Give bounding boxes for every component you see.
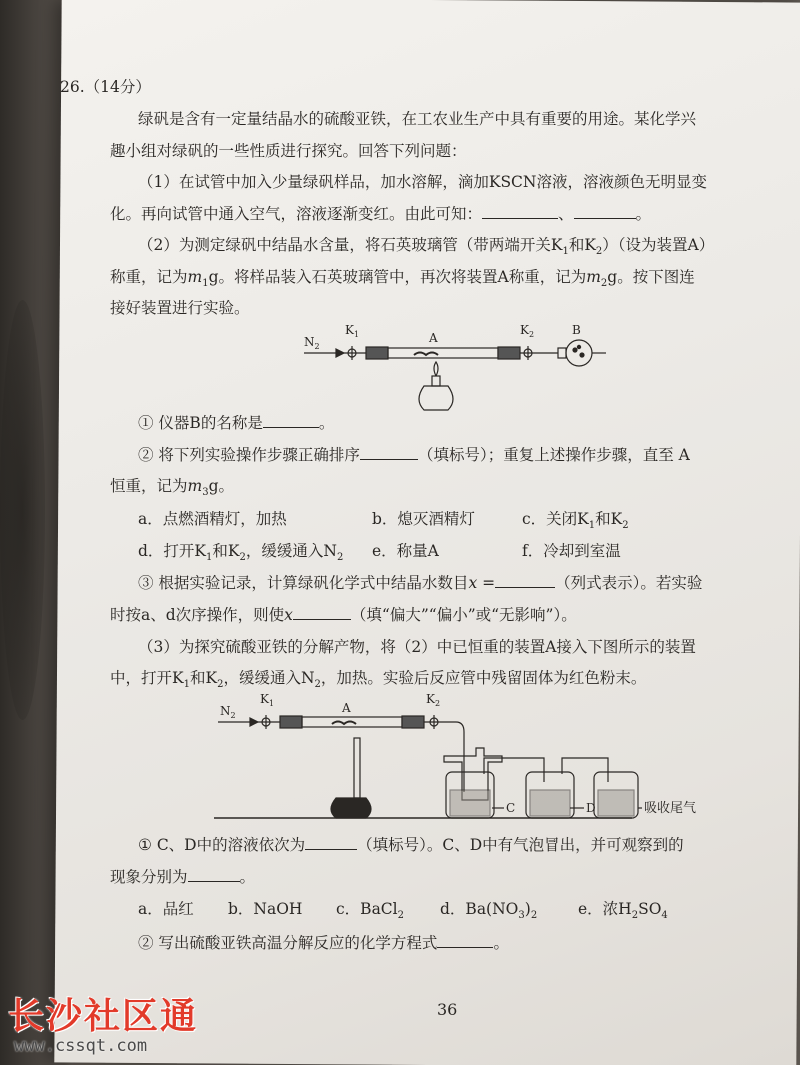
answer-blank[interactable] — [437, 932, 493, 948]
reagent-option-e: e．浓$H_2SO_4$ — [578, 900, 668, 922]
answer-blank[interactable] — [360, 444, 418, 460]
reagent-option-c: c．BaCl$_2$ — [336, 900, 405, 922]
option-e: e．称量A — [372, 542, 439, 560]
reagent-option-b: b．NaOH — [228, 900, 303, 918]
drying-tube-neck — [558, 348, 566, 358]
part3-item1-line-2: 现象分别为 。 — [110, 868, 256, 886]
burner — [331, 798, 371, 818]
n2-label: $N_2$ — [220, 704, 236, 720]
flame — [434, 362, 438, 376]
watermark-url: www.cssqt.com — [14, 1036, 148, 1056]
option-f: f．冷却到室温 — [522, 542, 621, 560]
part1-line-1: （1）在试管中加入少量绿矾样品，加水溶解，滴加KSCN溶液，溶液颜色无明显变 — [138, 173, 707, 191]
part2-line-3: 接好装置进行实验。 — [110, 299, 250, 317]
option-b: b．熄灭酒精灯 — [372, 510, 475, 528]
part2-line-2: 称重，记为$m_1g$。将样品装入石英玻璃管中，再次将装置A称重，记为$m_2g$。按下图连 — [110, 268, 695, 290]
part3-line-1: （3）为探究硫酸亚铁的分解产物，将（2）中已恒重的装置A接入下图所示的装置 — [138, 638, 696, 656]
apparatus-figure-2 — [214, 690, 714, 832]
reagent-option-a: a．品红 — [138, 900, 194, 918]
surface-stain — [0, 300, 45, 720]
solution-e — [598, 790, 634, 816]
reagent-option-d: d．$Ba(NO_3)_2$ — [440, 900, 538, 922]
answer-blank[interactable] — [482, 203, 558, 219]
question-number: 26.（14分） — [60, 78, 151, 96]
left-stopper — [366, 347, 388, 359]
option-c: c．关闭$K_1$和$K_2$ — [522, 510, 629, 532]
connecting-tube — [456, 722, 464, 792]
intro-line-2: 趣小组对绿矾的一些性质进行探究。回答下列问题： — [110, 142, 467, 160]
k2-label: $K_2$ — [520, 323, 535, 339]
k2-label: $K_2$ — [426, 692, 441, 708]
a-label: A — [429, 331, 438, 345]
solution-d — [530, 790, 570, 816]
answer-blank[interactable] — [574, 203, 636, 219]
item2-line-2: 恒重，记为$m_3g$。 — [110, 477, 235, 499]
answer-blank[interactable] — [305, 834, 357, 850]
sample — [414, 353, 438, 356]
option-d: d．打开$K_1$和$K_2$，缓缓通入$N_2$ — [138, 542, 344, 564]
answer-blank[interactable] — [263, 412, 319, 428]
part1-line-2: 化。再向试管中通入空气，溶液逐渐变红。由此可知： 、 。 — [110, 205, 652, 223]
exhaust-label: 吸收尾气 — [644, 801, 697, 816]
item3-line-2: 时按a、d次序操作，则使x （填“偏大”“偏小”或“无影响”）。 — [110, 606, 577, 624]
sample — [332, 722, 356, 725]
answer-blank[interactable] — [188, 866, 240, 882]
lamp-neck — [432, 376, 440, 386]
c-label: C — [506, 801, 516, 815]
intro-line-1: 绿矾是含有一定量结晶水的硫酸亚铁，在工农业生产中具有重要的用途。某化学兴 — [138, 110, 697, 128]
a-label: A — [342, 701, 351, 715]
page-number: 36 — [437, 1000, 458, 1019]
part3-line-2: 中，打开$K_1$和$K_2$，缓缓通入$N_2$，加热。实验后反应管中残留固体为红色粉末。 — [110, 669, 647, 691]
item2-line-1: ② 将下列实验操作步骤正确排序 （填标号）；重复上述操作步骤，直至 A — [138, 446, 690, 464]
item3-line-1: ③ 根据实验记录，计算绿矾化学式中结晶水数目x = （列式表示）。若实验 — [138, 574, 703, 592]
d-label: D — [586, 801, 596, 815]
lamp-stand — [354, 738, 360, 798]
k1-label: $K_1$ — [345, 323, 360, 339]
right-stopper — [402, 716, 424, 728]
apparatus-figure-1 — [296, 318, 616, 414]
answer-blank[interactable] — [495, 572, 555, 588]
answer-blank[interactable] — [293, 604, 351, 620]
alcohol-lamp — [419, 386, 453, 410]
quartz-tube — [388, 348, 498, 358]
option-a: a．点燃酒精灯，加热 — [138, 510, 287, 528]
solution-c — [450, 790, 490, 816]
left-stopper — [280, 716, 302, 728]
watermark-logo: 长沙社区通 — [8, 996, 199, 1037]
k1-label: $K_1$ — [260, 692, 275, 708]
tube-d-to-e — [562, 758, 608, 782]
arrow-head — [250, 718, 258, 726]
right-stopper — [498, 347, 520, 359]
part3-item1-line-1: ① C、D中的溶液依次为 （填标号）。C、D中有气泡冒出，并可观察到的 — [138, 836, 684, 854]
arrow-head — [336, 349, 344, 357]
part2-line-1: （2）为测定绿矾中结晶水含量，将石英玻璃管（带两端开关$K_1$和$K_2$）（设为装置A） — [138, 236, 715, 258]
b-label: B — [572, 323, 581, 337]
item1: ① 仪器B的名称是 。 — [138, 414, 335, 432]
part3-item2: ② 写出硫酸亚铁高温分解反应的化学方程式 。 — [138, 934, 509, 952]
drying-tube-bulb — [566, 340, 592, 366]
n2-label: $N_2$ — [304, 335, 320, 351]
